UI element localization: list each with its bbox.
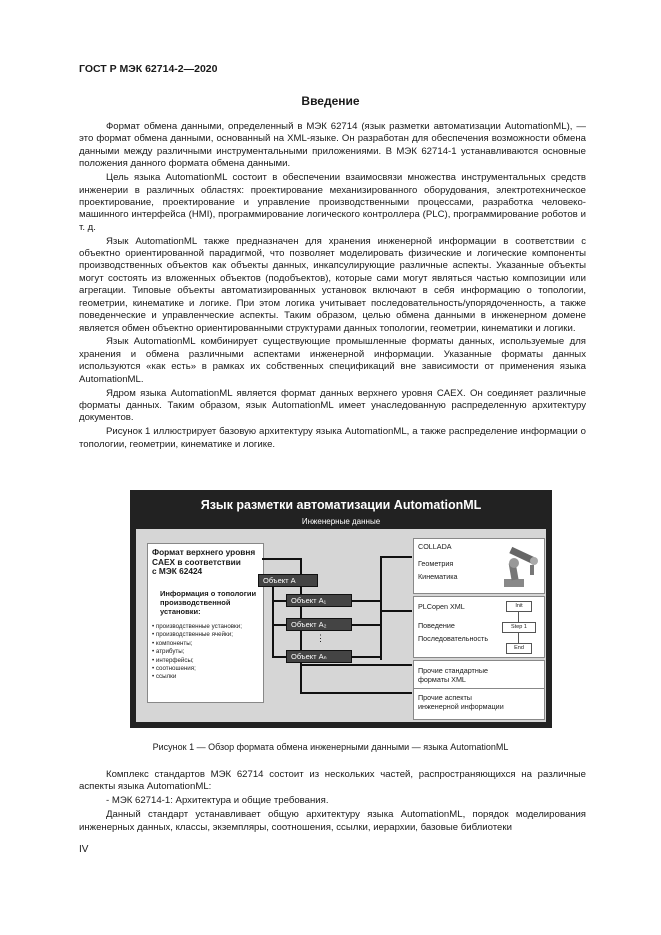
caex-items-list (152, 623, 242, 682)
caex-info-line: производственной (160, 598, 231, 607)
architecture-figure (130, 490, 552, 728)
list-item: • компоненты; (152, 639, 193, 647)
other-aspects-line: инженерной информации (418, 702, 504, 711)
sfc-step-label: End (514, 645, 524, 651)
collada-box (413, 538, 545, 594)
sfc-step-label: Init (515, 603, 523, 609)
list-item: • производственные установки; (152, 623, 242, 630)
page-number: IV (79, 844, 89, 855)
plcopen-label: PLCopen XML (418, 602, 465, 611)
paragraph: Рисунок 1 иллюстрирует базовую архитектуру языка AutomationML, а также распределение информации о топологии, геометрии, кинематике и логике. (79, 426, 586, 450)
list-item: • интерфейсы; (152, 656, 194, 664)
caex-title-line: с МЭК 62424 (152, 566, 203, 577)
kinematics-label: Кинематика (418, 572, 458, 581)
connector-line (352, 624, 380, 626)
section-title: Введение (301, 94, 360, 108)
figure-title: Язык разметки автоматизации AutomationML (200, 498, 482, 512)
object-a2: Объект А₂ (286, 618, 352, 631)
list-item: • соотношения; (152, 665, 196, 673)
sfc-init (506, 601, 532, 612)
paragraph: - МЭК 62714-1: Архитектура и общие требования. (106, 795, 329, 807)
sfc-step (502, 622, 536, 633)
paragraph: Данный стандарт устанавливает общую архитектуру языка AutomationML, порядок моделирования инженерных данных, классы, экземпляры, соотношения, ссылки, иерархии, базовые библиотеки (79, 809, 586, 833)
object-a1: Объект А₁ (286, 594, 352, 607)
caex-title-line: CAEX в соответствии (152, 556, 241, 567)
connector-line (300, 692, 412, 694)
ellipsis-dots: ⋮ (316, 633, 325, 643)
object-a: Объект А (258, 574, 318, 587)
collada-label: COLLADA (418, 542, 452, 551)
sfc-link (518, 632, 519, 643)
sfc-end (506, 643, 532, 654)
robot-arm-icon (496, 541, 542, 589)
box-divider (414, 688, 544, 689)
paragraph: Ядром языка AutomationML является формат данных верхнего уровня CAEX. Он соединяет различные форматы данных. Таким образом, язык AutomationML имеет унаследованную распределенную архитектуру документов. (79, 387, 586, 424)
list-item: • производственные ячейки; (152, 631, 233, 639)
list-item: • атрибуты; (152, 648, 185, 656)
sfc-link (518, 611, 519, 622)
figure-caption: Рисунок 1 — Обзор формата обмена инженерными данными — языка AutomationML (152, 742, 509, 752)
paragraph: Язык AutomationML комбинирует существующие промышленные форматы данных, используемые для хранения и обмена различными аспектами инженерной информации. Указанные форматы данных используются «как есть» в рамках их собственных спецификаций вне зависимости от применения языка AutomationML. (79, 336, 586, 385)
other-aspects-line: Прочие аспекты (418, 693, 472, 702)
paragraph: Формат обмена данными, определенный в МЭК 62714 (язык разметки автоматизации AutomationML), — это формат обмена данными, основанный на XML-языке. Он разработан для обеспечения возможности обмена данными между различными инструментальными приложениями. В МЭК 62714-1 устанавливаются основные положения данного формата обмена данными. (79, 121, 586, 170)
connector-line (380, 610, 412, 612)
caex-box (147, 543, 264, 703)
parts-text (79, 769, 586, 836)
connector-line (300, 664, 382, 666)
connector-line (272, 600, 286, 602)
paragraph: Цель языка AutomationML состоит в обеспечении взаимосвязи множества инструментальных средств инженерии в различных областях: проектирование механизированного оборудования, электротехническое проектирование, проектирование и управление производственными процессами, разработка человеко-машинного интерфейса (HMI), программирование логического контроллера (PLC), программирование роботов и т. д. (79, 172, 586, 233)
connector-line (380, 556, 412, 558)
plcopen-box (413, 596, 545, 658)
figure-subtitle: Инженерные данные (301, 517, 381, 526)
geometry-label: Геометрия (418, 559, 454, 568)
caex-info-line: Информация о топологии (160, 589, 257, 598)
connector-line (380, 664, 412, 666)
other-formats-line: Прочие стандартные (418, 666, 488, 675)
object-an: Объект Аₙ (286, 650, 352, 663)
sfc-step-label: Step 1 (511, 624, 527, 630)
connector-line (272, 583, 274, 657)
paragraph: Язык AutomationML также предназначен для хранения инженерной информации в соответствии с объектно ориентированной парадигмой, что позволяет моделировать физические и логические компоненты производственных объектов как объекты данных, инкапсулирующие различные аспекты. Указанные объекты могут состоять из вложенных объектов (подобъектов), которые сами могут являться частью композиции или агрегации. Типовые объекты автоматизированных установок включают в себя информацию о топологии, геометрии, кинематике и логике. При этом логика учитывает последовательность/упорядоченность, а также поведенческие и управленческие аспекты. Таким образом, целью обмена данными в инженерном домене является обмен объектно ориентированными структурами данных топологии, геометрии, кинематики и логики. (79, 235, 586, 334)
connector-line (272, 624, 286, 626)
paragraph: Комплекс стандартов МЭК 62714 состоит из нескольких частей, распространяющихся на различные аспекты языка AutomationML: (79, 769, 586, 793)
other-formats-box (413, 660, 545, 720)
connector-line (262, 558, 300, 560)
behavior-label: Поведение (418, 621, 455, 630)
connector-line (352, 600, 380, 602)
caex-title-line: Формат верхнего уровня (152, 547, 256, 557)
other-formats-line: форматы XML (418, 675, 466, 684)
list-item: • ссылки (152, 673, 177, 681)
intro-text (79, 121, 586, 453)
connector-line (380, 556, 382, 660)
connector-line (352, 656, 380, 658)
sequence-label: Последовательность (418, 634, 489, 643)
caex-info-line: установки: (160, 607, 201, 616)
connector-line (300, 664, 302, 694)
page-header: ГОСТ Р МЭК 62714-2—2020 (79, 63, 218, 75)
connector-line (272, 656, 286, 658)
